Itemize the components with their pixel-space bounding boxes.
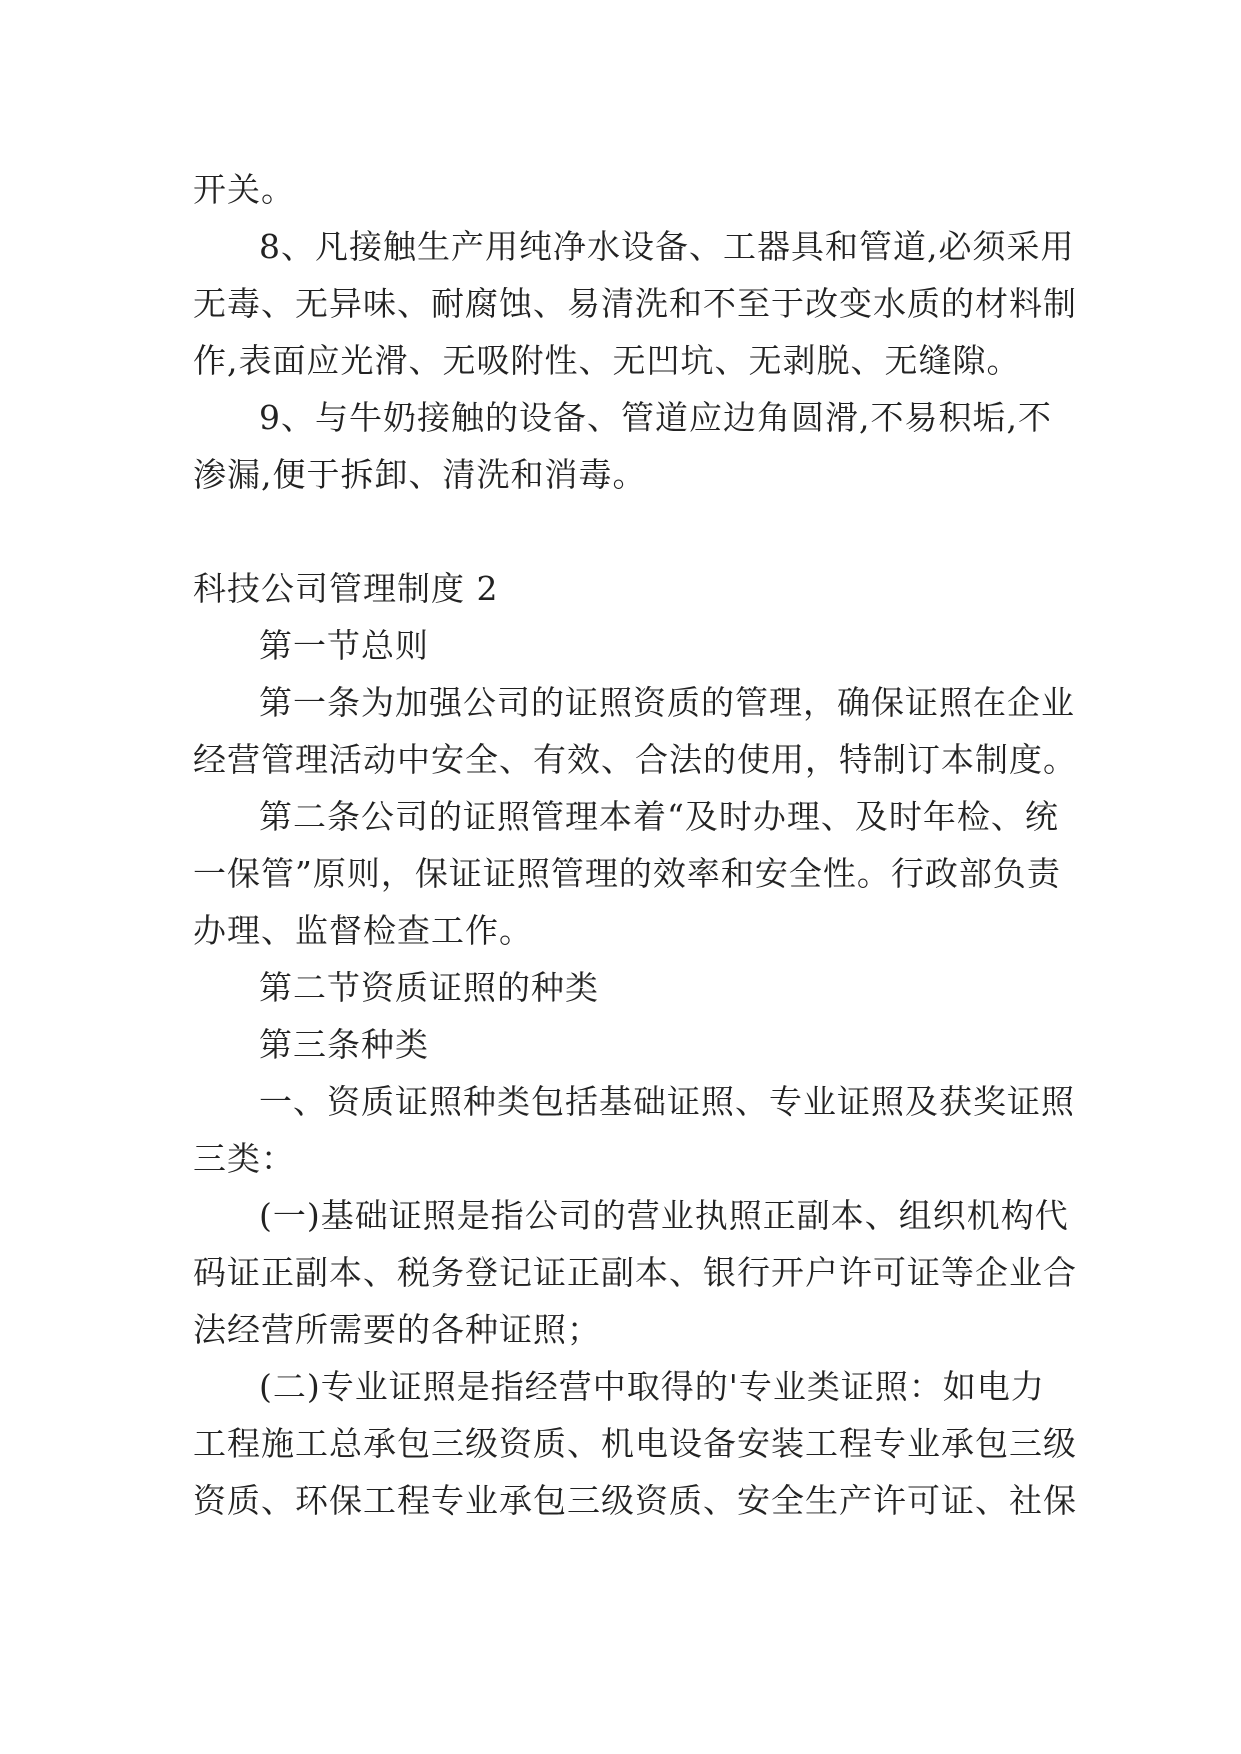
text-line: 办理、监督检查工作。	[193, 911, 533, 950]
text-line: 第三条种类	[259, 1025, 429, 1064]
text-line: 第一节总则	[259, 626, 429, 665]
text-line: 第二条公司的证照管理本着“及时办理、及时年检、统	[259, 797, 1059, 836]
text-line: 第二节资质证照的种类	[259, 968, 599, 1007]
text-line: 开关。	[193, 170, 295, 209]
text-line: 作,表面应光滑、无吸附性、无凹坑、无剥脱、无缝隙。	[193, 341, 1021, 380]
text-line: 一、资质证照种类包括基础证照、专业证照及获奖证照	[259, 1082, 1075, 1121]
text-line: 渗漏,便于拆卸、清洗和消毒。	[193, 455, 647, 494]
text-line: 码证正副本、税务登记证正副本、银行开户许可证等企业合	[193, 1253, 1077, 1292]
text-line: 工程施工总承包三级资质、机电设备安装工程专业承包三级	[193, 1424, 1077, 1463]
text-line: 8、凡接触生产用纯净水设备、工器具和管道,必须采用	[259, 227, 1075, 266]
text-line: 第一条为加强公司的证照资质的管理，确保证照在企业	[259, 683, 1075, 722]
text-line: 无毒、无异味、耐腐蚀、易清洗和不至于改变水质的材料制	[193, 284, 1077, 323]
section-heading: 科技公司管理制度 2	[193, 569, 499, 608]
text-line: (二)专业证照是指经营中取得的'专业类证照：如电力	[259, 1367, 1045, 1406]
text-line: 一保管”原则，保证证照管理的效率和安全性。行政部负责	[193, 854, 1061, 893]
text-line: 资质、环保工程专业承包三级资质、安全生产许可证、社保	[193, 1481, 1077, 1520]
text-line: 经营管理活动中安全、有效、合法的使用，特制订本制度。	[193, 740, 1077, 779]
text-line: 9、与牛奶接触的设备、管道应边角圆滑,不易积垢,不	[259, 398, 1052, 437]
text-line: 法经营所需要的各种证照；	[193, 1310, 601, 1349]
text-line: (一)基础证照是指公司的营业执照正副本、组织机构代	[259, 1196, 1069, 1235]
text-line: 三类：	[193, 1139, 295, 1178]
